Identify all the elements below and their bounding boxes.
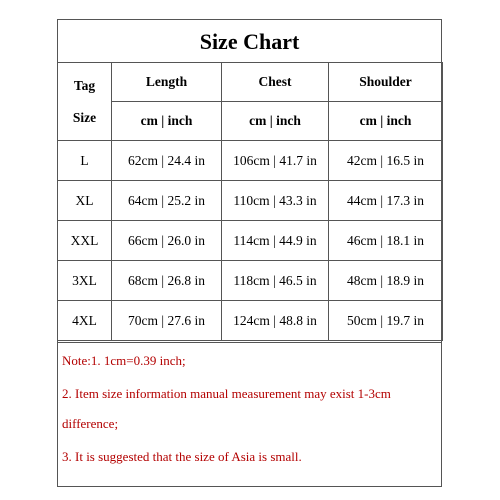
length-cell: 66cm | 26.0 in [112, 221, 222, 261]
chest-header: Chest [222, 63, 329, 102]
length-header: Length [112, 63, 222, 102]
table-row [58, 141, 443, 181]
notes-section [58, 342, 441, 486]
chest-cell: 124cm | 48.8 in [222, 301, 329, 341]
note-line: difference; [62, 416, 119, 431]
size-cell: 3XL [58, 261, 112, 301]
length-cell: 62cm | 24.4 in [112, 141, 222, 181]
header-row [58, 63, 443, 102]
shoulder-unit: cm | inch [329, 102, 443, 141]
shoulder-cell: 50cm | 19.7 in [329, 301, 443, 341]
length-unit: cm | inch [112, 102, 222, 141]
note-line: 3. It is suggested that the size of Asia is small. [62, 449, 302, 464]
chest-cell: 118cm | 46.5 in [222, 261, 329, 301]
chart-title: Size Chart [58, 20, 441, 63]
chest-cell: 110cm | 43.3 in [222, 181, 329, 221]
size-cell: 4XL [58, 301, 112, 341]
size-chart-frame [57, 19, 442, 487]
tag-header-label: Tag [73, 77, 96, 93]
size-header-label: Size [72, 109, 97, 125]
shoulder-cell: 46cm | 18.1 in [329, 221, 443, 261]
chest-cell: 106cm | 41.7 in [222, 141, 329, 181]
table-row [58, 221, 443, 261]
tag-size-header [58, 63, 112, 141]
length-cell: 68cm | 26.8 in [112, 261, 222, 301]
shoulder-cell: 42cm | 16.5 in [329, 141, 443, 181]
table-row [58, 261, 443, 301]
length-cell: 64cm | 25.2 in [112, 181, 222, 221]
note-line: 2. Item size information manual measurement may exist 1-3cm [62, 386, 391, 401]
unit-row [58, 102, 443, 141]
size-cell: XXL [58, 221, 112, 261]
chest-unit: cm | inch [222, 102, 329, 141]
size-cell: XL [58, 181, 112, 221]
note-line: Note:1. 1cm=0.39 inch; [62, 353, 186, 368]
shoulder-header: Shoulder [329, 63, 443, 102]
length-cell: 70cm | 27.6 in [112, 301, 222, 341]
size-cell: L [58, 141, 112, 181]
table-row [58, 181, 443, 221]
shoulder-cell: 44cm | 17.3 in [329, 181, 443, 221]
chest-cell: 114cm | 44.9 in [222, 221, 329, 261]
shoulder-cell: 48cm | 18.9 in [329, 261, 443, 301]
size-table [57, 62, 443, 341]
table-row [58, 301, 443, 341]
